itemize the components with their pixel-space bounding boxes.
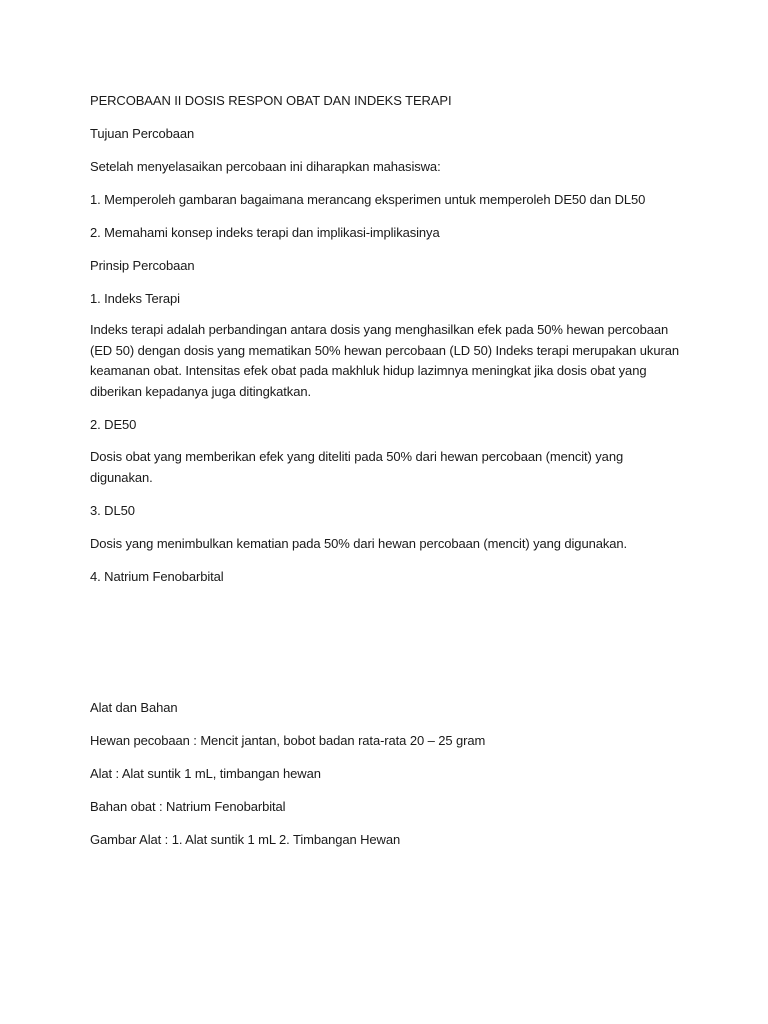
item3-heading: 3. DL50	[90, 503, 135, 518]
item1-body	[90, 320, 680, 402]
tujuan-item-1: 1. Memperoleh gambaran bagaimana merancang eksperimen untuk memperoleh DE50 dan DL50	[90, 192, 646, 207]
bahan-obat: Bahan obat : Natrium Fenobarbital	[90, 799, 286, 814]
document-title: PERCOBAAN II DOSIS RESPON OBAT DAN INDEKS TERAPI	[90, 93, 452, 108]
tujuan-item-2: 2. Memahami konsep indeks terapi dan implikasi-implikasinya	[90, 225, 440, 240]
item2-heading: 2. DE50	[90, 417, 137, 432]
item3-body	[90, 534, 680, 555]
item1-body-line: (ED 50) dengan dosis yang mematikan 50% hewan percobaan (LD 50) Indeks terapi merupakan ukuran	[90, 342, 679, 358]
item1-heading: 1. Indeks Terapi	[90, 291, 180, 306]
item1-body-line: Indeks terapi adalah perbandingan antara dosis yang menghasilkan efek pada 50% hewan percobaan	[90, 322, 669, 337]
item1-body-line: diberikan kepadanya juga ditingkatkan.	[90, 383, 311, 399]
gambar-alat: Gambar Alat : 1. Alat suntik 1 mL 2. Timbangan Hewan	[90, 832, 401, 847]
alat: Alat : Alat suntik 1 mL, timbangan hewan	[90, 766, 321, 781]
item2-body	[90, 447, 680, 488]
hewan-percobaan: Hewan pecobaan : Mencit jantan, bobot badan rata-rata 20 – 25 gram	[90, 733, 486, 748]
tujuan-heading: Tujuan Percobaan	[90, 126, 195, 141]
item2-body-line: digunakan.	[90, 469, 153, 485]
alat-bahan-heading: Alat dan Bahan	[90, 700, 178, 715]
item3-body-line: Dosis yang menimbulkan kematian pada 50% dari hewan percobaan (mencit) yang digunakan.	[90, 536, 628, 551]
item1-body-line: keamanan obat. Intensitas efek obat pada makhluk hidup lazimnya meningkat jika dosis obat yang	[90, 363, 647, 378]
item4-heading: 4. Natrium Fenobarbital	[90, 569, 224, 584]
item2-body-line: Dosis obat yang memberikan efek yang diteliti pada 50% dari hewan percobaan (mencit) yang	[90, 449, 624, 464]
prinsip-heading: Prinsip Percobaan	[90, 258, 195, 273]
tujuan-intro: Setelah menyelasaikan percobaan ini diharapkan mahasiswa:	[90, 159, 441, 174]
